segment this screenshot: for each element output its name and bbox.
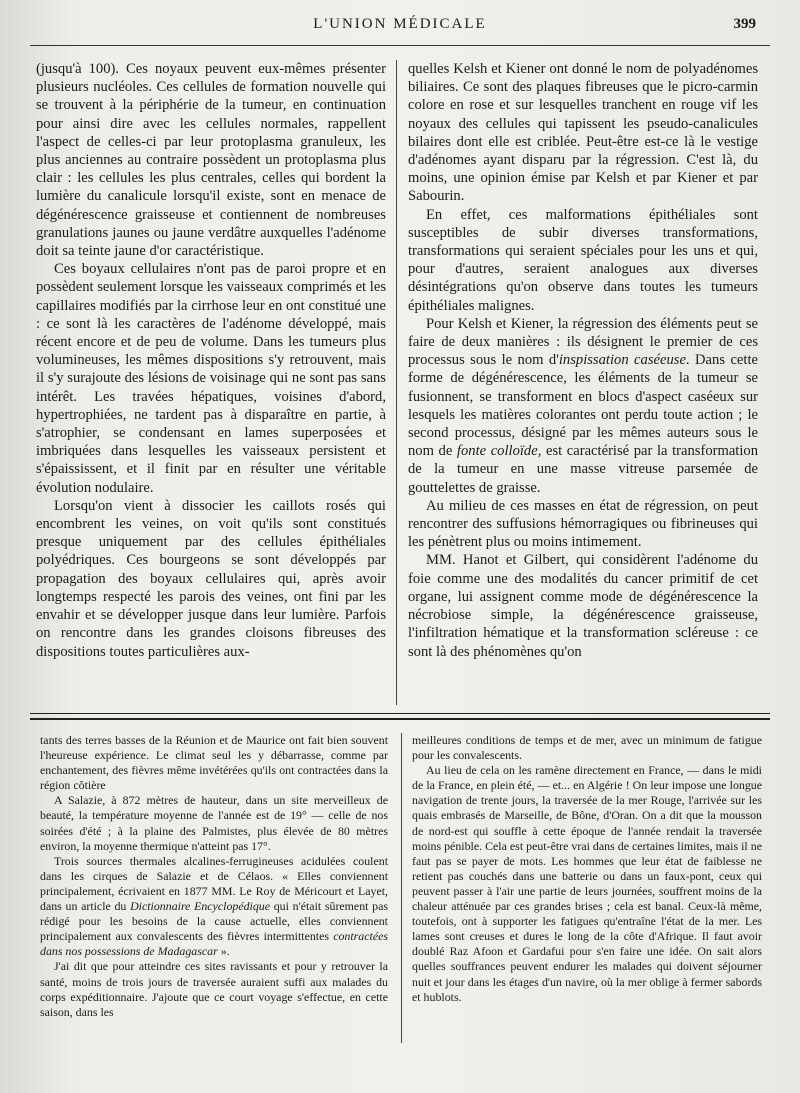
paragraph — [40, 793, 388, 853]
paragraph-text: J'ai dit que pour atteindre ces sites ravissants et pour y retrouver la santé, moins de trois jours de traversée auraient suffi aux malades du corps expéditionnaire. J'ajoute que ce court voyage s'effectue, en cette saison, dans les — [40, 959, 388, 1019]
paragraph — [36, 497, 386, 661]
paragraph-text: Ces boyaux cellulaires n'ont pas de paroi propre et en possèdent seulement lorsque les vaisseaux comprimés et les capillaires modifiés par la cirrhose leur en ont constitué une : ce sont là les caractères de l'adénome développé, mais récent encore et de peu de volume. Dans les tumeurs plus volumineuses, les mêmes dispositions s'y retrouvent, mais il s'y surajoute des lésions de voisinage qui ne sont pas sans intérêt. Les travées hépatiques, voisines d'abord, hypertrophiées, ne tardent pas à disparaître en partie, à s'atrophier, se condensant en lames superposées et imbriquées dans lesquelles les vaisseaux persistent et s'épaississent, et il finit par en résulter une véritable évolution nodulaire. — [36, 261, 386, 496]
journal-title: L'UNION MÉDICALE — [313, 16, 487, 32]
paragraph — [408, 315, 758, 497]
paragraph — [412, 733, 762, 763]
paragraph-text: Lorsqu'on vient à dissocier les caillots rosés qui encombrent les veines, on voit qu'ils sont constitués presque uniquement par des cellules épithéliales polyédriques. Ces bourgeons se sont développés par propagation des boyaux cellulaires qui, après avoir longtemps respecté les parois des veines, ont fini par les envahir et se développer jusque dans leur lumière. Parfois on rencontre dans les grandes cloisons fibreuses des dispositions toutes particulières aux- — [36, 497, 386, 660]
paragraph — [408, 206, 758, 315]
upper-right-column — [408, 60, 758, 705]
paragraph-text: ». — [217, 944, 230, 959]
column-divider — [396, 60, 397, 705]
italic-term: fonte colloïde — [456, 443, 538, 460]
paragraph — [36, 60, 386, 260]
upper-left-column — [36, 60, 386, 705]
paragraph-text: Au lieu de cela on les ramène directement en France, — dans le midi de la France, en plein été, — et... en Algérie ! On leur impose une longue navigation de trente jours, la traversée de la mer Rouge, l'arrivée sur les quais embrasés de Marseille, de Bône, d'Oran. On a dit que la mousson de nord-est qui souffle à cette époque de l'année rendait la traversée moins pénible. Cela est peut-être vrai dans de certaines limites, mais il ne faut pas se payer de mots. Les hommes que leur état de faiblesse ne retient pas couchés dans une batterie ou dans un faux-pont, ceux qui peuvent passer à l'air une partie de leurs journées, souffrent moins de la chaleur atténuée par ces grandes brises ; cela est banal. Ceux-là même, toutefois, ont à supporter les fatigues qu'entraîne l'état de la mer. Les lames sont creuses et dures le long de la côte d'Afrique. Il faut avoir doublé Raz Afoon et Gardafui pour s'en faire une idée. On sait alors quelles souffrances peuvent endurer les malades qui doivent séjourner nuit et jour dans les étages d'un navire, où la mer oblige à fermer sabords et hublots. — [412, 763, 762, 1004]
article-upper — [36, 60, 764, 705]
paragraph-text: MM. Hanot et Gilbert, qui considèrent l'adénome du foie comme une des modalités du cancer primitif de cet organe, lui assignent comme mode de dégénérescence la nécrobiose simple, la dégénérescence graisseuse, l'infiltration hématique et la transformation scléreuse : ce sont là des phénomènes qu'on — [408, 552, 758, 660]
paragraph — [40, 733, 388, 793]
lower-left-column — [40, 733, 388, 1043]
paragraph-text: tants des terres basses de la Réunion et de Maurice ont fait bien souvent l'heureuse expérience. Le climat seul les y débarrasse, comme par enchantement, des fièvres même invétérées qu'ils ont contractées dans la région côtière — [40, 733, 388, 793]
paragraph-text: (jusqu'à 100). Ces noyaux peuvent eux-mêmes présenter plusieurs nucléoles. Ces cellules de formation nouvelle qui se trouvent à la périphérie de la tumeur, en continuation pour ainsi dire avec les cellules normales, rappellent l'aspect de celles-ci par leur protoplasma granuleux, les plus anciennes au contraire possèdent un protoplasma plus clair : les cellules les plus centrales, celles qui bordent la lumière du canalicule lorsqu'il existe, sont en menace de dégénérescence graisseuse et contiennent de nombreuses granulations jaunes ou jaune verdâtre auxquelles l'adénome doit sa teinte jaune d'or caractéristique. — [36, 61, 386, 260]
header-rule — [30, 45, 770, 46]
paragraph-text: A Salazie, à 872 mètres de hauteur, dans un site merveilleux de beauté, la température moyenne de l'année est de 19° — celle de nos soirées d'été ; à la plaine des Palmistes, plus élevée de 80 mètres environ, la moyenne thermique n'atteint pas 17°. — [40, 793, 388, 853]
paragraph-text: meilleures conditions de temps et de mer, avec un minimum de fatigue pour les convalescents. — [412, 733, 762, 763]
column-divider — [401, 733, 402, 1043]
article-lower — [40, 733, 764, 1043]
paragraph-text: . Dans cette forme de dégénérescence, les éléments de la tumeur se fusionnent, se transforment en blocs d'aspect caséeux sur lesquels les matières colorantes ont perdu toute action ; le second processus, désigné par les mêmes auteurs sous le nom de — [408, 352, 758, 460]
paragraph-text: Au milieu de ces masses en état de régression, on peut rencontrer des suffusions hémorragiques ou fibrineuses qui les pénètrent plus ou moins intimement. — [408, 497, 758, 551]
lower-right-column — [412, 733, 762, 1043]
paragraph-text: Pour Kelsh et Kiener, la régression des éléments peut se faire de deux manières : ils désignent le premier de ces processus sous le nom d' — [408, 315, 758, 369]
paragraph — [36, 260, 386, 497]
paragraph-text: , est caractérisé par la transformation de la tumeur en une masse vitreuse parsemée de gouttelettes de graisse. — [408, 443, 758, 496]
paragraph-text: qui n'était sûrement pas rédigé pour les besoins de la cause actuelle, elles conviennent principalement aux convalescents des fièvres intermittentes — [40, 899, 388, 944]
paragraph-text: En effet, ces malformations épithéliales sont susceptibles de subir diverses transformations, transformations qui seraient spéciales pour les uns et qui, pour d'autres, seraient analogues aux diverses désintégrations qu'on observe dans toutes les tumeurs épithéliales malignes. — [408, 206, 758, 314]
paragraph — [412, 763, 762, 1005]
page-number: 399 — [733, 16, 756, 32]
paragraph-text: Trois sources thermales alcalines-ferrugineuses acidulées coulent dans les cirques de Salazie et de Célaos. « Elles conviennent principalement, écrivaient en 1877 MM. Le Roy de Méricourt et Layet, dans un article du — [40, 853, 388, 914]
section-double-rule — [30, 713, 770, 720]
italic-title: Dictionnaire Encyclopédique — [130, 899, 271, 914]
italic-term: inspissation caséeuse — [558, 352, 686, 369]
paragraph-text: quelles Kelsh et Kiener ont donné le nom de polyadénomes biliaires. Ce sont des plaques fibreuses que le picro-carmin colore en rose et sur lesquelles tranchent en rouge vif les noyaux des cellules qui tapissent les pseudo-canalicules bilaires dont elle est criblée. Peut-être est-ce là le vestige d'adénomes ayant disparu par la régression. C'est là, du moins, une opinion émise par Kelsh et par Kiener et par Sabourin. — [408, 61, 758, 205]
paragraph — [408, 551, 758, 660]
paragraph — [40, 959, 388, 1019]
running-head — [30, 16, 770, 40]
paragraph — [408, 60, 758, 206]
italic-quote: contractées dans nos possessions de Madagascar — [40, 929, 388, 959]
paragraph — [408, 497, 758, 552]
paragraph — [40, 854, 388, 960]
